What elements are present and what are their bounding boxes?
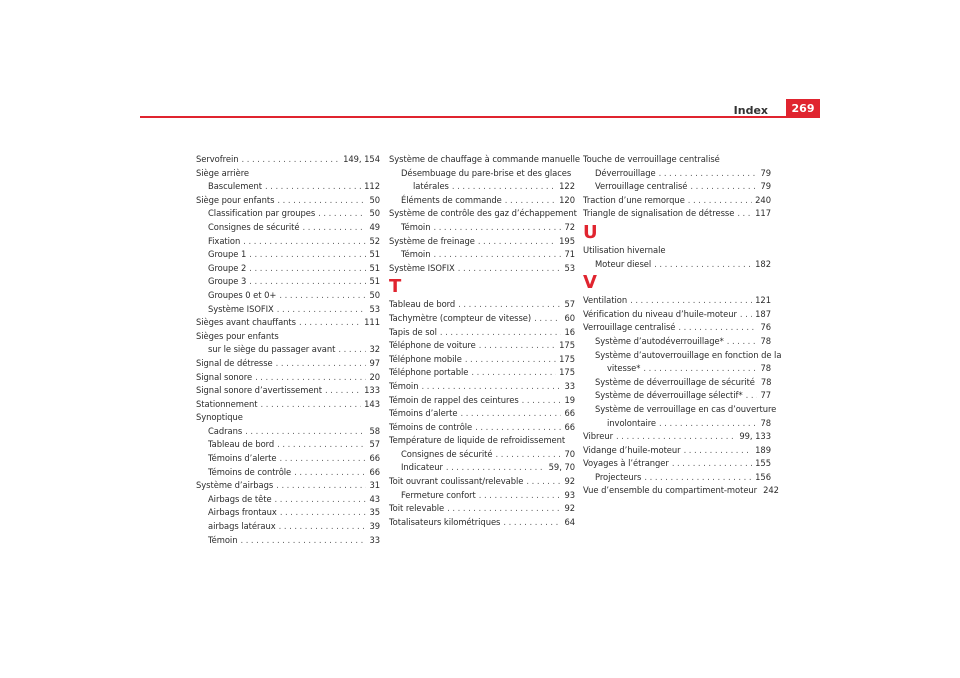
dot-leader xyxy=(433,221,561,235)
index-entry xyxy=(389,366,575,380)
index-entry xyxy=(196,384,380,398)
index-entry-page: 242 xyxy=(763,485,779,496)
index-entry-page: 189 xyxy=(755,444,771,455)
index-entry-page: 97 xyxy=(369,357,380,368)
index-entry-page: 39 xyxy=(369,521,380,532)
index-entry xyxy=(389,516,575,530)
dot-leader xyxy=(279,520,367,534)
index-entry-page: 16 xyxy=(564,326,575,337)
index-entry-term: Cadrans xyxy=(208,425,243,436)
index-entry-page: 66 xyxy=(564,408,575,419)
index-entry-page: 71 xyxy=(564,249,575,260)
index-entry-term: Toit ouvrant coulissant/relevable xyxy=(389,476,524,487)
index-entry-page: 195 xyxy=(559,235,575,246)
index-entry-term: Touche de verrouillage centralisé xyxy=(583,154,720,164)
index-entry-term: sur le siège du passager avant xyxy=(208,344,336,355)
index-entry-page: 49 xyxy=(369,221,380,232)
dot-leader xyxy=(479,489,562,503)
index-entry-page: 120 xyxy=(559,194,575,205)
index-entry xyxy=(583,444,771,458)
index-entry-term: Utilisation hivernale xyxy=(583,244,666,255)
index-entry-term: Verrouillage centralisé xyxy=(595,181,688,192)
index-entry xyxy=(583,471,771,485)
index-entry-term: Groupe 1 xyxy=(208,249,247,260)
dot-leader xyxy=(277,438,366,452)
index-entry-page: 66 xyxy=(369,453,380,464)
dot-leader xyxy=(277,194,366,208)
dot-leader xyxy=(276,357,367,371)
index-entry xyxy=(389,421,575,435)
index-entry-term: Tableau de bord xyxy=(208,439,275,450)
index-entry xyxy=(389,407,575,421)
index-entry-term: Tableau de bord xyxy=(389,299,456,310)
index-entry xyxy=(389,502,575,516)
dot-leader xyxy=(475,421,561,435)
index-entry-term: Indicateur xyxy=(401,462,443,473)
index-entry xyxy=(583,207,771,221)
dot-leader xyxy=(276,479,366,493)
index-entry-term: Voyages à l’étranger xyxy=(583,458,669,469)
index-entry-page: 43 xyxy=(369,493,380,504)
index-entry-page: 66 xyxy=(369,466,380,477)
index-entry xyxy=(583,403,777,417)
index-entry-page: 122 xyxy=(559,181,575,192)
index-entry xyxy=(196,534,380,548)
index-entry-page: 58 xyxy=(369,425,380,436)
dot-leader xyxy=(737,207,752,221)
index-entry-page: 155 xyxy=(755,458,771,469)
page-title: Index xyxy=(733,104,768,117)
page-number-tab: 269 xyxy=(786,99,820,118)
index-entry xyxy=(389,380,575,394)
index-entry-page: 92 xyxy=(564,476,575,487)
index-entry-term: Signal sonore xyxy=(196,371,253,382)
dot-leader xyxy=(338,343,366,357)
index-entry-page: 92 xyxy=(564,503,575,514)
index-entry-page: 19 xyxy=(564,394,575,405)
index-entry-term: Sièges pour enfants xyxy=(196,330,279,341)
index-entry-term: airbags latéraux xyxy=(208,521,276,532)
index-entry-term: Témoin xyxy=(389,380,419,391)
index-entry-term: Éléments de commande xyxy=(401,194,502,205)
dot-leader xyxy=(526,475,561,489)
index-entry xyxy=(389,312,575,326)
index-entry-term: Témoin de rappel des ceintures xyxy=(389,394,519,405)
index-entry xyxy=(583,430,771,444)
index-entry-term: Toit relevable xyxy=(389,503,445,514)
index-entry-page: 133 xyxy=(364,385,380,396)
index-entry-term: Siège arrière xyxy=(196,167,250,178)
index-entry-term: Système de chauffage à commande manuelle xyxy=(389,154,580,164)
index-entry xyxy=(583,308,771,322)
index-entry-term: Airbags de tête xyxy=(208,493,272,504)
index-entry xyxy=(196,316,380,330)
index-entry-term: Projecteurs xyxy=(595,471,642,482)
dot-leader xyxy=(616,430,736,444)
index-entry-term: Traction d’une remorque xyxy=(583,194,685,205)
index-entry-page: 60 xyxy=(564,312,575,323)
dot-leader xyxy=(277,303,367,317)
dot-leader xyxy=(690,180,757,194)
index-entry-term: Signal de détresse xyxy=(196,357,273,368)
index-entry xyxy=(196,235,380,249)
index-entry-term: Système ISOFIX xyxy=(208,303,274,314)
index-entry-term: Système d’airbags xyxy=(196,480,274,491)
dot-leader xyxy=(644,471,752,485)
index-entry-page: 175 xyxy=(559,340,575,351)
index-entry-term: Témoin xyxy=(401,249,431,260)
dot-leader xyxy=(654,258,752,272)
index-entry-term: Système de déverrouillage sélectif* xyxy=(595,390,743,401)
dot-leader xyxy=(279,452,366,466)
dot-leader xyxy=(240,534,366,548)
index-entry-page: 143 xyxy=(364,398,380,409)
index-entry xyxy=(389,180,575,194)
index-entry-term: Totalisateurs kilométriques xyxy=(389,516,501,527)
index-entry-page: 240 xyxy=(755,194,771,205)
dot-leader xyxy=(245,425,366,439)
index-entry-page: 78 xyxy=(760,363,771,374)
index-entry-term: involontaire xyxy=(607,417,657,428)
dot-leader xyxy=(242,153,341,167)
index-entry-term: Système de freinage xyxy=(389,235,475,246)
index-entry xyxy=(389,339,575,353)
index-entry-page: 70 xyxy=(564,448,575,459)
index-entry-term: Fermeture confort xyxy=(401,489,476,500)
index-entry xyxy=(389,475,575,489)
index-entry-term: Désembuage du pare-brise et des glaces xyxy=(401,167,572,178)
index-entry-term: Signal sonore d’avertissement xyxy=(196,385,322,396)
index-entry xyxy=(583,335,771,349)
index-entry xyxy=(196,343,380,357)
index-entry xyxy=(389,489,575,503)
index-entry-page: 182 xyxy=(755,258,771,269)
index-entry xyxy=(196,411,380,425)
index-entry-term: Ventilation xyxy=(583,295,628,306)
dot-leader xyxy=(630,294,752,308)
index-column-1 xyxy=(196,153,380,547)
dot-leader xyxy=(727,335,758,349)
dot-leader xyxy=(440,326,562,340)
index-entry-term: Siège pour enfants xyxy=(196,194,275,205)
index-entry-term: Déverrouillage xyxy=(595,167,656,178)
index-entry-term: Système d’autodéverrouillage* xyxy=(595,335,724,346)
index-entry xyxy=(196,466,380,480)
dot-leader xyxy=(688,194,752,208)
dot-leader xyxy=(421,380,561,394)
index-entry-page: 53 xyxy=(564,262,575,273)
index-entry-term: Stationnement xyxy=(196,398,258,409)
dot-leader xyxy=(446,461,546,475)
dot-leader xyxy=(471,366,556,380)
index-entry xyxy=(583,153,771,167)
index-entry-term: Servofrein xyxy=(196,154,239,164)
index-entry-term: Fixation xyxy=(208,235,241,246)
index-entry xyxy=(583,194,771,208)
index-entry xyxy=(389,235,575,249)
index-entry-term: Vue d’ensemble du compartiment-moteur xyxy=(583,485,758,496)
index-entry xyxy=(196,520,380,534)
index-entry-page: 79 xyxy=(760,181,771,192)
index-entry-page: 50 xyxy=(369,208,380,219)
index-entry-page: 149, 154 xyxy=(343,154,380,164)
index-entry-page: 32 xyxy=(369,344,380,355)
index-entry-term: Basculement xyxy=(208,181,262,192)
dot-leader xyxy=(522,394,562,408)
index-entry xyxy=(196,289,380,303)
index-entry-term: Téléphone portable xyxy=(389,367,469,378)
index-entry-term: Vérification du niveau d’huile-moteur xyxy=(583,308,737,319)
index-entry-term: Moteur diesel xyxy=(595,258,652,269)
index-entry-page: 79 xyxy=(760,167,771,178)
index-entry-term: Groupe 2 xyxy=(208,262,247,273)
dot-leader xyxy=(261,398,362,412)
dot-leader xyxy=(275,493,367,507)
header-rule xyxy=(140,116,820,118)
index-entry-page: 175 xyxy=(559,353,575,364)
index-entry-page: 175 xyxy=(559,367,575,378)
dot-leader xyxy=(534,312,561,326)
index-entry-term: Groupe 3 xyxy=(208,276,247,287)
index-entry xyxy=(583,321,771,335)
index-entry-term: vitesse* xyxy=(607,363,641,374)
index-entry-term: Classification par groupes xyxy=(208,208,316,219)
index-entry-term: Témoins de contrôle xyxy=(389,421,473,432)
index-entry xyxy=(196,357,380,371)
index-entry-page: 121 xyxy=(755,295,771,306)
index-entry-page: 93 xyxy=(564,489,575,500)
index-entry xyxy=(196,248,380,262)
index-entry-page: 51 xyxy=(369,249,380,260)
dot-leader xyxy=(294,466,366,480)
index-entry-page: 51 xyxy=(369,262,380,273)
index-entry xyxy=(196,371,380,385)
index-entry xyxy=(583,389,771,403)
index-entry xyxy=(389,153,580,167)
index-entry xyxy=(389,326,575,340)
index-entry xyxy=(583,362,771,376)
dot-leader xyxy=(280,506,367,520)
index-entry xyxy=(583,244,771,258)
index-entry xyxy=(389,207,575,221)
index-entry xyxy=(583,417,771,431)
index-entry-term: Système d’autoverrouillage en fonction de la xyxy=(595,349,782,360)
dot-leader xyxy=(447,502,561,516)
index-entry-page: 72 xyxy=(564,221,575,232)
index-entry xyxy=(196,452,380,466)
index-entry-page: 20 xyxy=(369,371,380,382)
dot-leader xyxy=(478,235,556,249)
index-entry-page: 77 xyxy=(760,390,771,401)
dot-leader xyxy=(672,457,752,471)
dot-leader xyxy=(458,298,561,312)
index-entry-term: latérales xyxy=(413,181,449,192)
dot-leader xyxy=(452,180,556,194)
index-entry-term: Témoins d’alerte xyxy=(208,453,277,464)
index-entry-term: Tapis de sol xyxy=(389,326,437,337)
index-entry xyxy=(389,194,575,208)
index-entry-term: Témoin xyxy=(208,534,238,545)
index-entry-page: 50 xyxy=(369,194,380,205)
dot-leader xyxy=(684,444,753,458)
index-entry xyxy=(196,207,380,221)
index-entry-page: 51 xyxy=(369,276,380,287)
dot-leader xyxy=(503,516,561,530)
index-entry-page: 57 xyxy=(369,439,380,450)
index-entry-term: Tachymètre (compteur de vitesse) xyxy=(389,312,532,323)
index-entry-page: 33 xyxy=(564,380,575,391)
index-entry-page: 78 xyxy=(760,417,771,428)
dot-leader xyxy=(643,362,757,376)
dot-leader xyxy=(659,167,758,181)
index-entry-term: Consignes de sécurité xyxy=(401,448,493,459)
dot-leader xyxy=(265,180,361,194)
index-entry xyxy=(583,258,771,272)
index-entry-term: Témoin xyxy=(401,221,431,232)
index-entry-page: 33 xyxy=(369,534,380,545)
index-entry-page: 31 xyxy=(369,480,380,491)
dot-leader xyxy=(303,221,367,235)
index-entry xyxy=(196,275,380,289)
dot-leader xyxy=(255,371,366,385)
index-entry-page: 156 xyxy=(755,471,771,482)
index-entry-term: Système de verrouillage en cas d’ouverture xyxy=(595,403,777,414)
index-entry-page: 76 xyxy=(760,322,771,333)
dot-leader xyxy=(496,448,562,462)
dot-leader xyxy=(433,248,561,262)
dot-leader xyxy=(299,316,361,330)
index-entry-term: Température de liquide de refroidissement xyxy=(389,435,566,446)
index-entry-term: Témoins de contrôle xyxy=(208,466,292,477)
dot-leader xyxy=(746,389,758,403)
index-entry xyxy=(389,262,575,276)
index-entry-term: Système de déverrouillage de sécurité xyxy=(595,376,755,387)
index-entry-term: Vidange d’huile-moteur xyxy=(583,444,681,455)
dot-leader xyxy=(678,321,757,335)
index-entry-term: Sièges avant chauffants xyxy=(196,317,296,328)
index-entry xyxy=(196,262,380,276)
index-entry-page: 111 xyxy=(364,317,380,328)
dot-leader xyxy=(465,353,556,367)
index-entry-page: 57 xyxy=(564,299,575,310)
index-section-letter: T xyxy=(389,276,402,298)
index-entry-term: Consignes de sécurité xyxy=(208,221,300,232)
index-entry xyxy=(196,425,380,439)
index-entry-term: Système ISOFIX xyxy=(389,262,455,273)
index-entry-term: Vibreur xyxy=(583,431,614,442)
index-entry-page: 78 xyxy=(760,376,772,387)
index-entry xyxy=(196,180,380,194)
dot-leader xyxy=(458,262,562,276)
index-entry xyxy=(196,398,380,412)
index-entry xyxy=(389,353,575,367)
index-entry-page: 117 xyxy=(755,208,771,219)
index-entry-term: Témoins d’alerte xyxy=(389,408,458,419)
index-entry-term: Téléphone mobile xyxy=(389,353,462,364)
index-entry-term: Triangle de signalisation de détresse xyxy=(583,208,735,219)
index-entry xyxy=(583,349,782,363)
index-entry-page: 53 xyxy=(369,303,380,314)
index-entry-page: 64 xyxy=(564,516,575,527)
dot-leader xyxy=(505,194,556,208)
index-entry xyxy=(196,303,380,317)
index-entry-page: 50 xyxy=(369,289,380,300)
dot-leader xyxy=(249,275,366,289)
index-section-letter: U xyxy=(583,221,598,243)
index-entry-term: Groupes 0 et 0+ xyxy=(208,289,277,300)
index-entry xyxy=(583,484,779,498)
index-entry xyxy=(583,167,771,181)
index-entry-term: Téléphone de voiture xyxy=(389,340,476,351)
index-column-2 xyxy=(389,153,580,529)
index-entry xyxy=(389,167,575,181)
index-entry xyxy=(196,493,380,507)
index-entry xyxy=(389,298,575,312)
index-entry-page: 35 xyxy=(369,507,380,518)
index-entry xyxy=(583,457,771,471)
index-entry xyxy=(196,194,380,208)
index-section-letter: V xyxy=(583,272,597,294)
index-entry xyxy=(389,448,575,462)
index-entry-page: 187 xyxy=(755,308,771,319)
index-entry-page: 78 xyxy=(760,335,771,346)
dot-leader xyxy=(279,289,366,303)
index-entry-term: Verrouillage centralisé xyxy=(583,322,676,333)
index-entry xyxy=(196,479,380,493)
index-entry xyxy=(196,330,380,344)
dot-leader xyxy=(460,407,561,421)
index-entry-page: 112 xyxy=(364,181,380,192)
index-entry-term: Système de contrôle des gaz d’échappement xyxy=(389,208,577,219)
index-entry xyxy=(389,434,575,448)
dot-leader xyxy=(243,235,366,249)
index-entry-page: 66 xyxy=(564,421,575,432)
dot-leader xyxy=(249,248,366,262)
dot-leader xyxy=(740,308,752,322)
index-entry xyxy=(196,506,380,520)
index-entry-page: 52 xyxy=(369,235,380,246)
index-entry xyxy=(196,153,380,167)
dot-leader xyxy=(325,384,361,398)
index-entry xyxy=(196,221,380,235)
dot-leader xyxy=(249,262,366,276)
index-entry-term: Synoptique xyxy=(196,412,243,423)
index-entry xyxy=(389,221,575,235)
index-entry-page: 59, 70 xyxy=(548,462,575,473)
index-entry xyxy=(196,167,380,181)
index-column-3 xyxy=(583,153,782,498)
index-entry-page: 99, 133 xyxy=(739,431,771,442)
index-entry xyxy=(583,294,771,308)
index-entry xyxy=(389,248,575,262)
index-entry xyxy=(196,438,380,452)
index-entry xyxy=(583,180,771,194)
dot-leader xyxy=(659,417,757,431)
dot-leader xyxy=(318,207,366,221)
dot-leader xyxy=(479,339,556,353)
index-entry xyxy=(389,394,575,408)
index-entry xyxy=(389,461,575,475)
index-entry-term: Airbags frontaux xyxy=(208,507,277,518)
index-entry xyxy=(583,376,771,390)
